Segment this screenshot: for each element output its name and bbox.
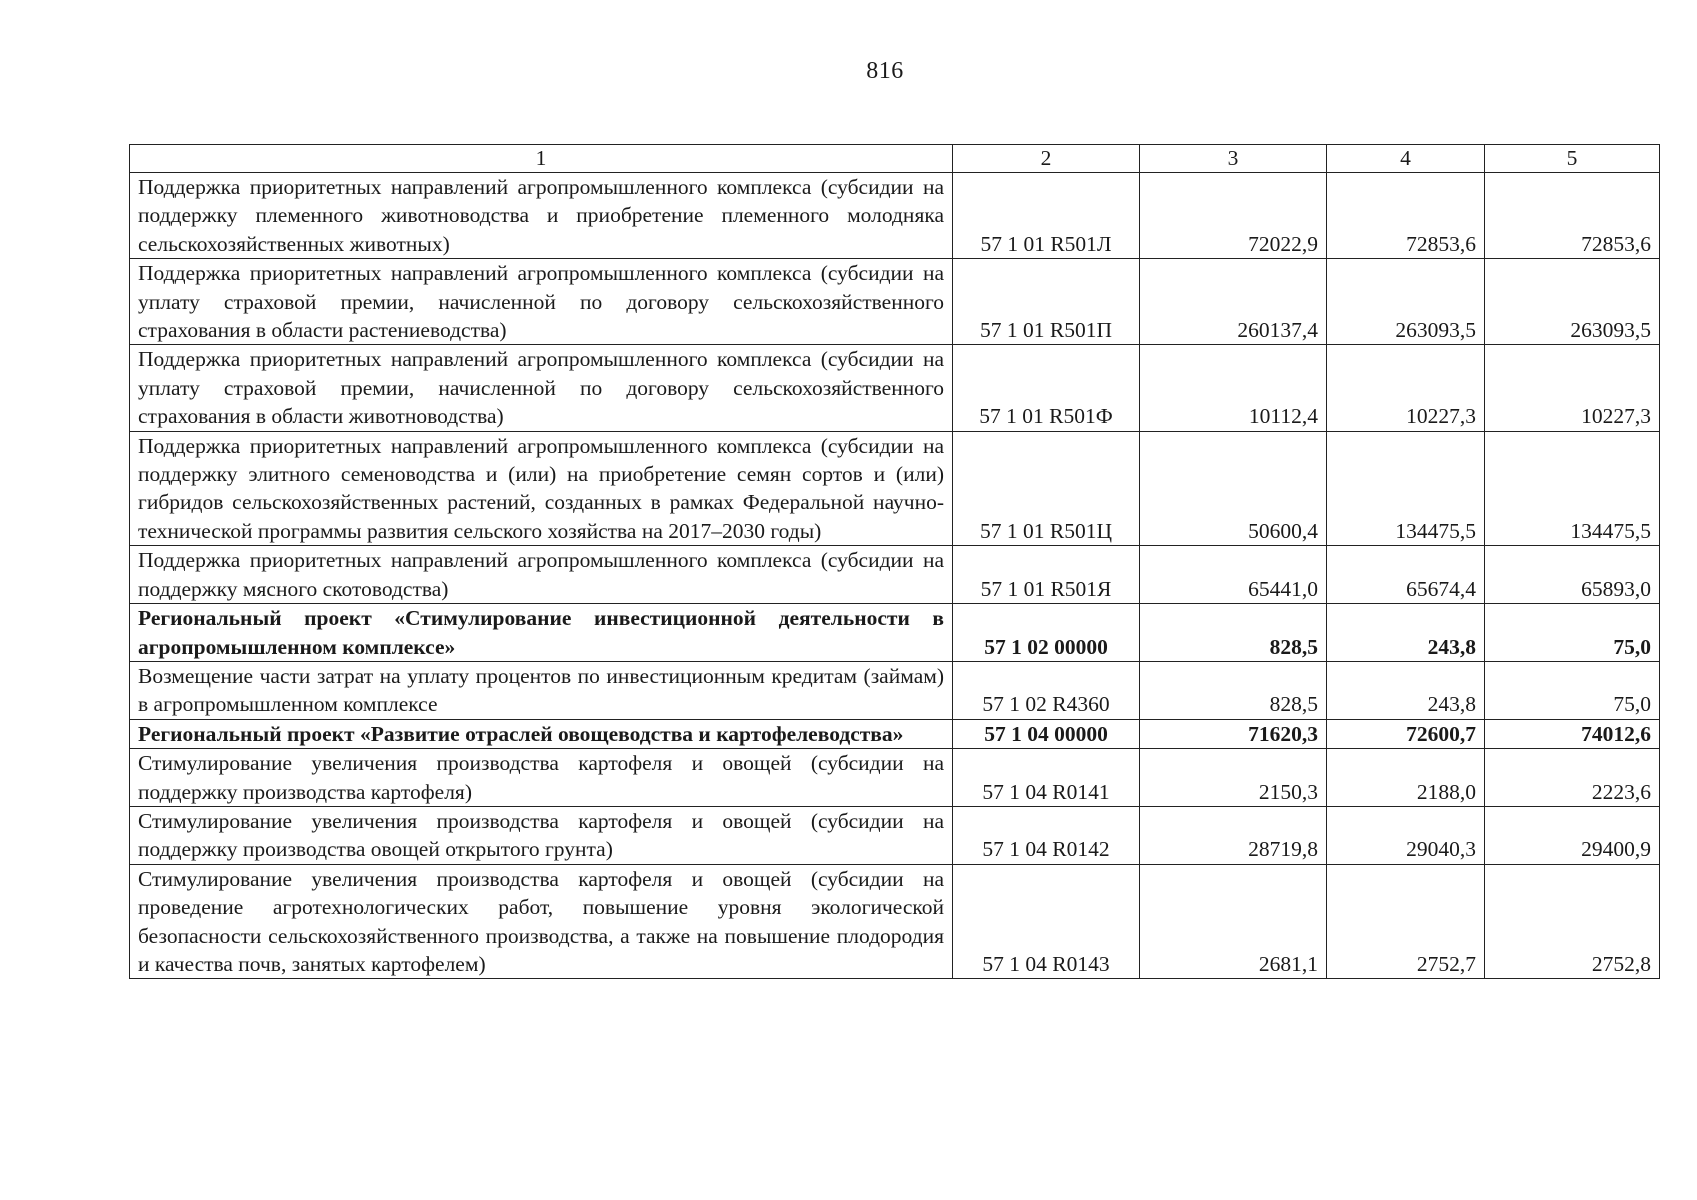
table-row	[130, 864, 1660, 979]
row-name: Поддержка приоритетных направлений агропромышленного комплекса (субсидии на уплату страховой премии, начисленной по договору сельскохозяйственного страхования в области растениеводства)	[130, 259, 953, 345]
row-value-4: 134475,5	[1327, 431, 1485, 546]
table-row	[130, 173, 1660, 259]
row-name: Поддержка приоритетных направлений агропромышленного комплекса (субсидии на поддержку мясного скотоводства)	[130, 546, 953, 604]
row-code: 57 1 01 R501Ц	[953, 431, 1140, 546]
row-name: Стимулирование увеличения производства картофеля и овощей (субсидии на поддержку производства картофеля)	[130, 749, 953, 807]
row-code: 57 1 02 R4360	[953, 661, 1140, 719]
row-value-3: 2681,1	[1140, 864, 1327, 979]
row-code: 57 1 01 R501П	[953, 259, 1140, 345]
row-value-3: 50600,4	[1140, 431, 1327, 546]
row-value-3: 72022,9	[1140, 173, 1327, 259]
row-value-3: 260137,4	[1140, 259, 1327, 345]
row-value-5: 72853,6	[1485, 173, 1660, 259]
row-name: Поддержка приоритетных направлений агропромышленного комплекса (субсидии на уплату страховой премии, начисленной по договору сельскохозяйственного страхования в области животноводства)	[130, 345, 953, 431]
row-value-4: 243,8	[1327, 604, 1485, 662]
row-value-5: 10227,3	[1485, 345, 1660, 431]
row-value-3: 71620,3	[1140, 719, 1327, 748]
row-name: Поддержка приоритетных направлений агропромышленного комплекса (субсидии на поддержку племенного животноводства и приобретение племенного молодняка сельскохозяйственных животных)	[130, 173, 953, 259]
row-value-4: 65674,4	[1327, 546, 1485, 604]
budget-table	[129, 144, 1660, 979]
table-row	[130, 431, 1660, 546]
row-code: 57 1 01 R501Я	[953, 546, 1140, 604]
column-header-1: 1	[130, 145, 953, 173]
row-value-3: 10112,4	[1140, 345, 1327, 431]
row-name: Региональный проект «Стимулирование инвестиционной деятельности в агропромышленном комплексе»	[130, 604, 953, 662]
table-row-project	[130, 719, 1660, 748]
row-name: Поддержка приоритетных направлений агропромышленного комплекса (субсидии на поддержку элитного семеноводства и (или) на приобретение семян сортов и (или) гибридов сельскохозяйственных растений, созданных в рамках Федеральной научно-технической программы развития сельского хозяйства на 2017–2030 годы)	[130, 431, 953, 546]
row-value-3: 2150,3	[1140, 749, 1327, 807]
row-value-4: 2752,7	[1327, 864, 1485, 979]
row-value-5: 2752,8	[1485, 864, 1660, 979]
row-value-4: 10227,3	[1327, 345, 1485, 431]
row-code: 57 1 04 R0141	[953, 749, 1140, 807]
table-row	[130, 345, 1660, 431]
column-header-5: 5	[1485, 145, 1660, 173]
row-value-5: 75,0	[1485, 604, 1660, 662]
row-code: 57 1 02 00000	[953, 604, 1140, 662]
row-name: Региональный проект «Развитие отраслей овощеводства и картофелеводства»	[130, 719, 953, 748]
table-row	[130, 259, 1660, 345]
page-number: 816	[866, 58, 904, 84]
column-header-3: 3	[1140, 145, 1327, 173]
row-value-4: 263093,5	[1327, 259, 1485, 345]
row-value-3: 828,5	[1140, 604, 1327, 662]
row-value-4: 243,8	[1327, 661, 1485, 719]
table-row	[130, 661, 1660, 719]
row-name: Возмещение части затрат на уплату процентов по инвестиционным кредитам (займам) в агропромышленном комплексе	[130, 661, 953, 719]
row-value-3: 28719,8	[1140, 806, 1327, 864]
row-value-5: 74012,6	[1485, 719, 1660, 748]
row-value-5: 75,0	[1485, 661, 1660, 719]
column-header-4: 4	[1327, 145, 1485, 173]
table-row	[130, 546, 1660, 604]
row-value-5: 2223,6	[1485, 749, 1660, 807]
column-header-2: 2	[953, 145, 1140, 173]
row-value-4: 72853,6	[1327, 173, 1485, 259]
row-value-3: 65441,0	[1140, 546, 1327, 604]
row-value-5: 65893,0	[1485, 546, 1660, 604]
row-value-3: 828,5	[1140, 661, 1327, 719]
row-name: Стимулирование увеличения производства картофеля и овощей (субсидии на поддержку производства овощей открытого грунта)	[130, 806, 953, 864]
row-value-4: 29040,3	[1327, 806, 1485, 864]
row-code: 57 1 01 R501Ф	[953, 345, 1140, 431]
table-row	[130, 749, 1660, 807]
row-code: 57 1 01 R501Л	[953, 173, 1140, 259]
table-row-project	[130, 604, 1660, 662]
row-code: 57 1 04 R0143	[953, 864, 1140, 979]
row-value-5: 263093,5	[1485, 259, 1660, 345]
row-value-5: 29400,9	[1485, 806, 1660, 864]
row-code: 57 1 04 00000	[953, 719, 1140, 748]
row-code: 57 1 04 R0142	[953, 806, 1140, 864]
header-row	[130, 145, 1660, 173]
row-value-4: 72600,7	[1327, 719, 1485, 748]
row-value-5: 134475,5	[1485, 431, 1660, 546]
row-name: Стимулирование увеличения производства картофеля и овощей (субсидии на проведение агротехнологических работ, повышение уровня экологической безопасности сельскохозяйственного производства, а также на повышение плодородия и качества почв, занятых картофелем)	[130, 864, 953, 979]
table-row	[130, 806, 1660, 864]
row-value-4: 2188,0	[1327, 749, 1485, 807]
